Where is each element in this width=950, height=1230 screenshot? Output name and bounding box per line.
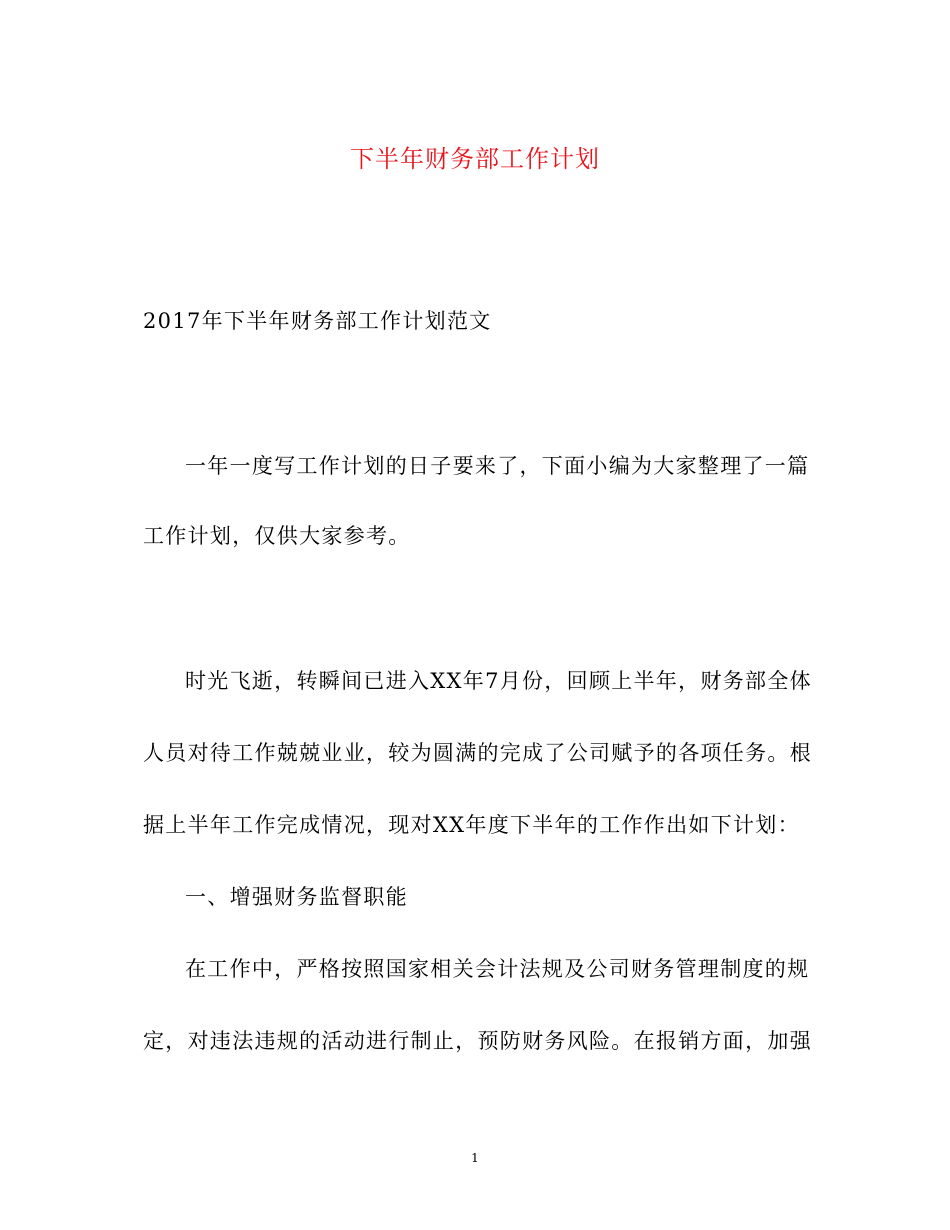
section-heading: 一、增强财务监督职能	[185, 885, 408, 909]
paragraph-line: 一年一度写工作计划的日子要来了，下面小编为大家整理了一篇	[185, 454, 810, 478]
document-title: 下半年财务部工作计划	[350, 145, 600, 173]
document-subtitle: 2017年下半年财务部工作计划范文	[143, 309, 492, 333]
paragraph-line: 定，对违法违规的活动进行制止，预防财务风险。在报销方面，加强	[143, 1029, 812, 1053]
page-number: 1	[471, 1151, 479, 1165]
paragraph-line: 在工作中，严格按照国家相关会计法规及公司财务管理制度的规	[185, 957, 810, 981]
paragraph-line: 时光飞逝，转瞬间已进入XX年7月份，回顾上半年，财务部全体	[185, 669, 812, 693]
paragraph-line: 据上半年工作完成情况，现对XX年度下半年的工作作出如下计划：	[143, 813, 800, 837]
paragraph-line: 工作计划，仅供大家参考。	[143, 524, 411, 548]
paragraph-line: 人员对待工作兢兢业业，较为圆满的完成了公司赋予的各项任务。根	[143, 741, 812, 765]
